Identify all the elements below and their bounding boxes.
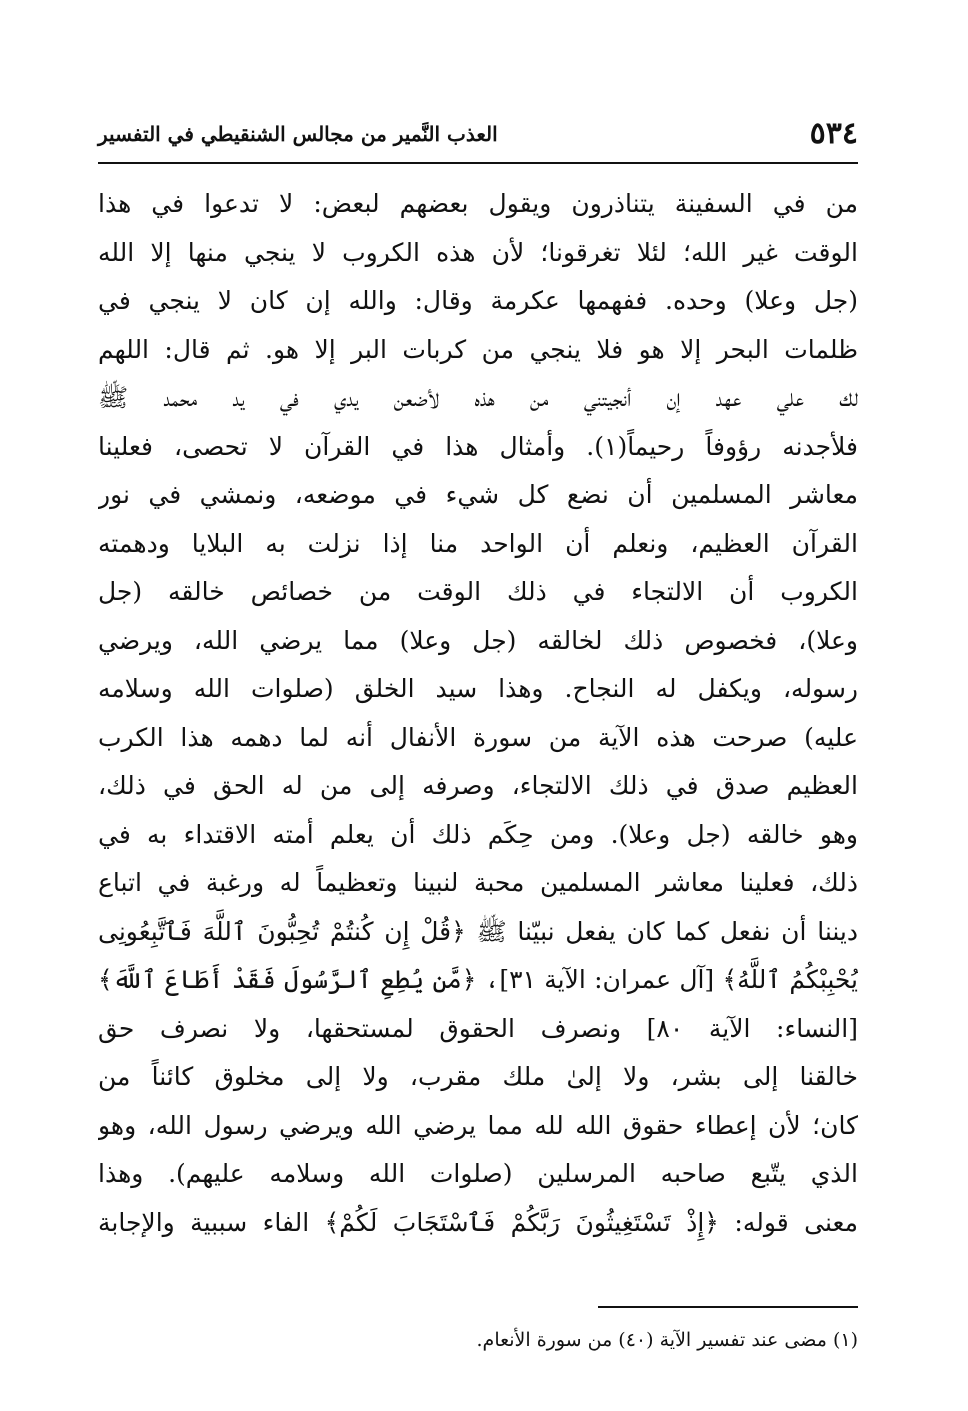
text-line: رسوله، ويكفل له النجاح. وهذا سيد الخلق (صلوات الله وسلامه <box>98 674 858 703</box>
text-line: وهو خالقه (جل وعلا). ومن حِكَم ذلك أن يعلم أمته الاقتداء به في <box>98 819 858 849</box>
text-line: فلأجدنه رؤوفاً رحيماً(١). وأمثال هذا في القرآن لا تحصى، فعلينا <box>98 431 858 461</box>
text-line: من في السفينة يتناذرون ويقول بعضهم لبعض: لا تدعوا في هذا <box>98 189 858 218</box>
page-header <box>98 112 858 152</box>
text-line: [النساء: الآية ٨٠] ونصرف الحقوق لمستحقها، ولا نصرف حق <box>98 1013 858 1043</box>
text-line: الوقت غير الله؛ لئلا تغرقونا؛ لأن هذه الكروب لا ينجي منها إلا الله <box>98 237 858 267</box>
text-line: وعلا)، فخصوص ذلك لخالقه (جل وعلا) مما يرضي الله، ويرضي <box>98 625 858 655</box>
text-line: ظلمات البحر إلا هو فلا ينجي من كربات البر إلا هو. ثم قال: اللهم <box>98 334 858 364</box>
text-line: كان؛ لأن إعطاء حقوق الله لله مما يرضي الله ويرضي رسول الله، وهو <box>98 1110 858 1140</box>
footnote-rule <box>598 1306 858 1308</box>
text-line: خالقنا إلى بشر، ولا إلىٰ ملك مقرب، ولا إلى مخلوق كائناً من <box>98 1062 858 1091</box>
text-line: العظيم صدق في ذلك الالتجاء، وصرفه إلى من له الحق في ذلك، <box>98 771 858 800</box>
text-line: القرآن العظيم، ونعلم أن الواحد منا إذا نزلت به البلايا ودهمته <box>98 528 858 558</box>
text-line: الكروب أن الالتجاء في ذلك الوقت من خصائص خالقه (جل <box>98 577 858 606</box>
text-line: عليه) صرحت هذه الآية من سورة الأنفال أنه لما دهمه هذا الكرب <box>98 722 858 752</box>
text-line: يُحْبِبْكُمُ ٱللَّهُ﴾ [آل عمران: الآية ٣١]، ﴿مَّن يُطِعِ ٱلرَّسُولَ فَقَدْ أَطَاعَ ٱللَّهَ﴾ <box>98 965 858 994</box>
text-line: معاشر المسلمين أن نضع كل شيء في موضعه، ونمشي في نور <box>98 480 858 509</box>
footnote: (١) مضى عند تفسير الآية (٤٠) من سورة الأنعام. <box>476 1329 858 1351</box>
body-text <box>98 180 858 1247</box>
header-rule <box>98 162 858 164</box>
text-line: معنى قوله: ﴿إِذْ تَسْتَغِيثُونَ رَبَّكُمْ فَٱسْتَجَابَ لَكُمْ﴾ الفاء سببية والإجابة <box>98 1207 858 1237</box>
page-number: ٥٣٤ <box>809 116 858 151</box>
text-line: ذلك، فعلينا معاشر المسلمين محبة لنبينا وتعظيماً له ورغبة في اتباع <box>98 868 858 897</box>
text-line: الذي يتّبع صاحبه المرسلين (صلوات الله وسلامه عليهم). وهذا <box>98 1159 858 1188</box>
running-title: العذب النَّمير من مجالس الشنقيطي في التفسير <box>98 122 498 146</box>
text-line: (جل وعلا) وحده. ففهمها عكرمة وقال: والله إن كان لا ينجي في <box>98 286 858 315</box>
text-line: لك علي عهد إن أنجيتني من هذه لأضعن يدي في يد محمد ﷺ <box>98 383 858 412</box>
text-line: ديننا أن نفعل كما كان يفعل نبيّنا ﷺ ﴿قُلْ إِن كُنتُمْ تُحِبُّونَ ٱللَّهَ فَٱتَّبِعُونِى <box>98 916 858 946</box>
